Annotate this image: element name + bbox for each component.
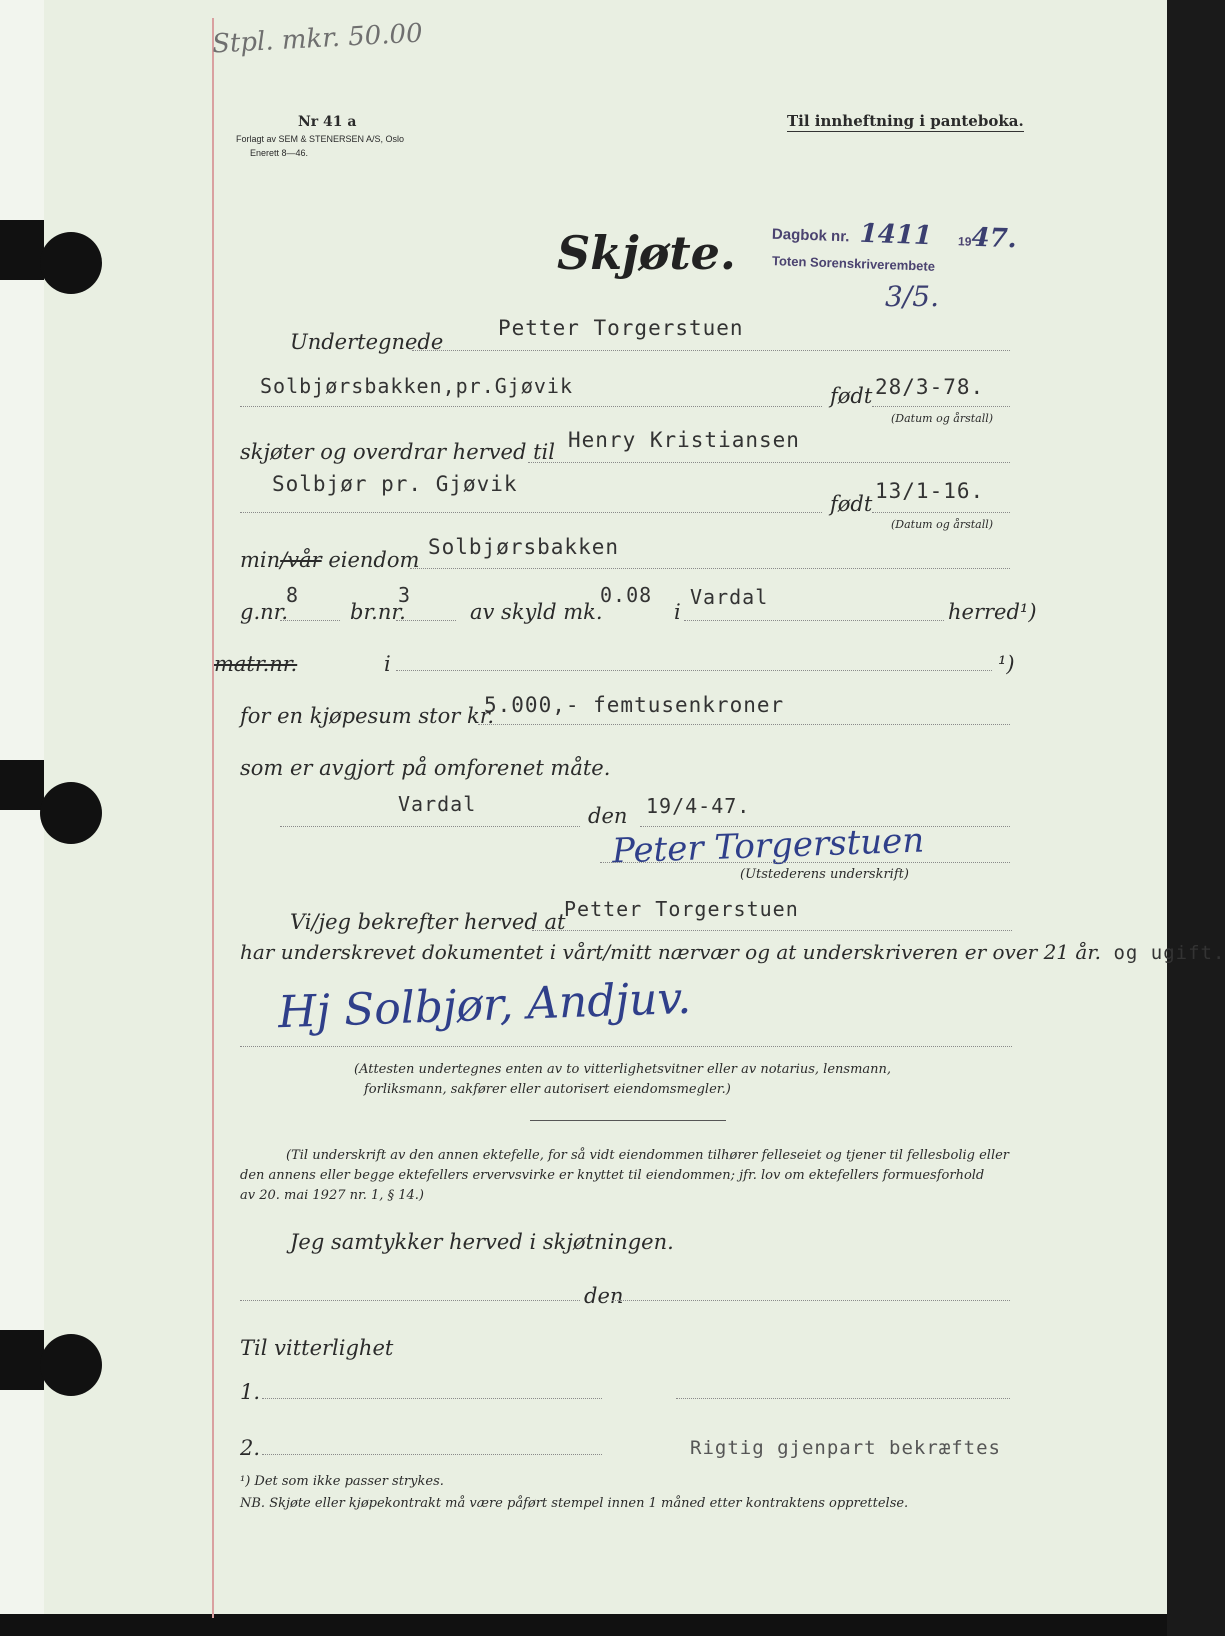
stamp-date: 3/5. [885,280,939,313]
footnote-1: ¹) Det som ikke passer strykes. [240,1474,444,1489]
label-brnr: br.nr. [350,600,406,624]
label-i: i [674,600,681,624]
document-title: Skjøte. [557,226,736,280]
publisher-line: Forlagt av SEM & STENERSEN A/S, Oslo [236,134,405,144]
pencil-note: Stpl. mkr. 50.00 [211,18,424,60]
binding-note: Til innheftning i panteboka. [787,112,1024,130]
signature-caption: (Utstederens underskrift) [740,867,909,882]
municipality: Vardal [690,585,769,609]
dotted-line [262,1398,602,1399]
attest-note-1: (Attesten undertegnes enten av to vitterlighetsvitner eller av notarius, lensmann, [354,1062,892,1077]
label-herred: herred¹) [948,600,1037,624]
dotted-line [240,1300,580,1301]
label-vitterlighet: Til vitterlighet [240,1336,394,1360]
stamp-office: Toten Sorenskriverembete [771,253,936,274]
label-undertegnede: Undertegnede [290,330,444,354]
witness-statement: har underskrevet dokumentet i vårt/mitt nærvær og at underskriveren er over 21 år. og ugift. [240,940,1225,964]
witness-statement-fill: og ugift. [1101,942,1225,964]
dagbok-stamp [772,216,1018,255]
sign-place: Vardal [398,792,477,816]
label-confirm: Vi/jeg bekrefter herved at [290,910,566,934]
brnr-value: 3 [398,583,412,607]
seller-birthdate: 28/3-78. [875,375,985,399]
witness-number-1: 1. [240,1380,261,1404]
dotted-line [396,620,456,621]
dotted-line [240,512,822,513]
footnote-ref: ¹) [998,652,1015,676]
settled-text: som er avgjort på omforenet måte. [240,756,611,780]
edge-shadow [0,1330,44,1390]
label-gnr: g.nr. [240,600,289,624]
sign-date: 19/4-47. [646,794,751,818]
dotted-line [478,724,1010,725]
dotted-line [280,826,580,827]
attest-note-2: forliksmann, sakfører eller autorisert eiendomsmegler.) [364,1082,731,1097]
date-hint: (Datum og årstall) [891,412,994,425]
scan-border [0,1614,1167,1636]
dotted-line [872,512,1010,513]
buyer-address: Solbjør pr. Gjøvik [272,472,518,496]
dotted-line [528,462,1010,463]
stamp-number: 1411 [859,218,933,252]
dotted-line [684,620,944,621]
stamp-year: 47. [971,222,1018,255]
edge-shadow [0,220,44,280]
property-name: Solbjørsbakken [428,535,620,559]
buyer-birthdate: 13/1-16. [875,479,985,503]
label-matrnr: matr.nr. [214,652,298,676]
label-eiendom-var: /vår [280,548,322,572]
dotted-line [240,406,822,407]
dotted-line [532,930,1012,931]
stamp-year-prefix: 19 [957,234,972,249]
footnote-nb: NB. Skjøte eller kjøpekontrakt må være påført stempel innen 1 måned etter kontraktens opprettelse. [240,1496,909,1511]
label-den: den [584,1284,624,1308]
buyer-name: Henry Kristiansen [568,428,800,452]
copy-certification: Rigtig gjenpart bekræftes [690,1437,1001,1459]
margin-line [212,18,214,1618]
label-kjopesum: for en kjøpesum stor kr. [240,704,495,728]
stamp-label: Dagbok nr. [771,225,850,246]
confirmed-person: Petter Torgerstuen [564,897,799,921]
edge-shadow [0,760,44,810]
label-eiendom [240,548,419,572]
publisher-line: Enerett 8—46. [250,148,309,158]
spouse-note-2: den annens eller begge ektefellers ervervsvirke er knyttet til eiendommen; jfr. lov om ektefellers formuesforhold [240,1168,985,1183]
price-value: 5.000,- femtusenkroner [484,693,785,717]
seller-signature: Peter Torgerstuen [611,820,925,872]
witness-signature: Hj Solbjør, Andjuv. [277,972,692,1039]
punch-hole [40,232,102,294]
label-transfer: skjøter og overdrar herved til [240,440,555,464]
seller-name: Petter Torgerstuen [498,316,744,340]
dotted-line [612,1300,1010,1301]
punch-hole [40,1334,102,1396]
gnr-value: 8 [286,583,300,607]
seller-address: Solbjørsbakken,pr.Gjøvik [260,374,573,398]
label-den: den [588,804,628,828]
spouse-note-3: av 20. mai 1927 nr. 1, § 14.) [240,1188,424,1203]
label-eiendom-word: eiendom [321,548,420,572]
label-fodt: født [830,384,873,408]
label-eiendom-min: min [240,548,281,572]
witness-number-2: 2. [240,1436,261,1460]
punch-hole [40,782,102,844]
dotted-line [410,568,1010,569]
dotted-line [872,406,1010,407]
date-hint: (Datum og årstall) [891,518,994,531]
dotted-line [600,862,1010,863]
label-fodt: født [830,492,873,516]
dotted-line [240,1046,1012,1047]
label-skyld: av skyld mk. [470,600,603,624]
skyld-value: 0.08 [600,583,653,607]
form-number: Nr 41 a [298,114,357,130]
spouse-note-1: (Til underskrift av den annen ektefelle, for så vidt eiendommen tilhører felleseiet og tjener til fellesbolig eller [286,1148,1010,1163]
consent-text: Jeg samtykker herved i skjøtningen. [290,1230,674,1254]
dotted-line [676,1398,1010,1399]
label-i: i [384,652,391,676]
dotted-line [396,670,992,671]
dotted-line [262,1454,602,1455]
dotted-line [412,350,1010,351]
dotted-line [280,620,340,621]
divider [530,1120,726,1121]
